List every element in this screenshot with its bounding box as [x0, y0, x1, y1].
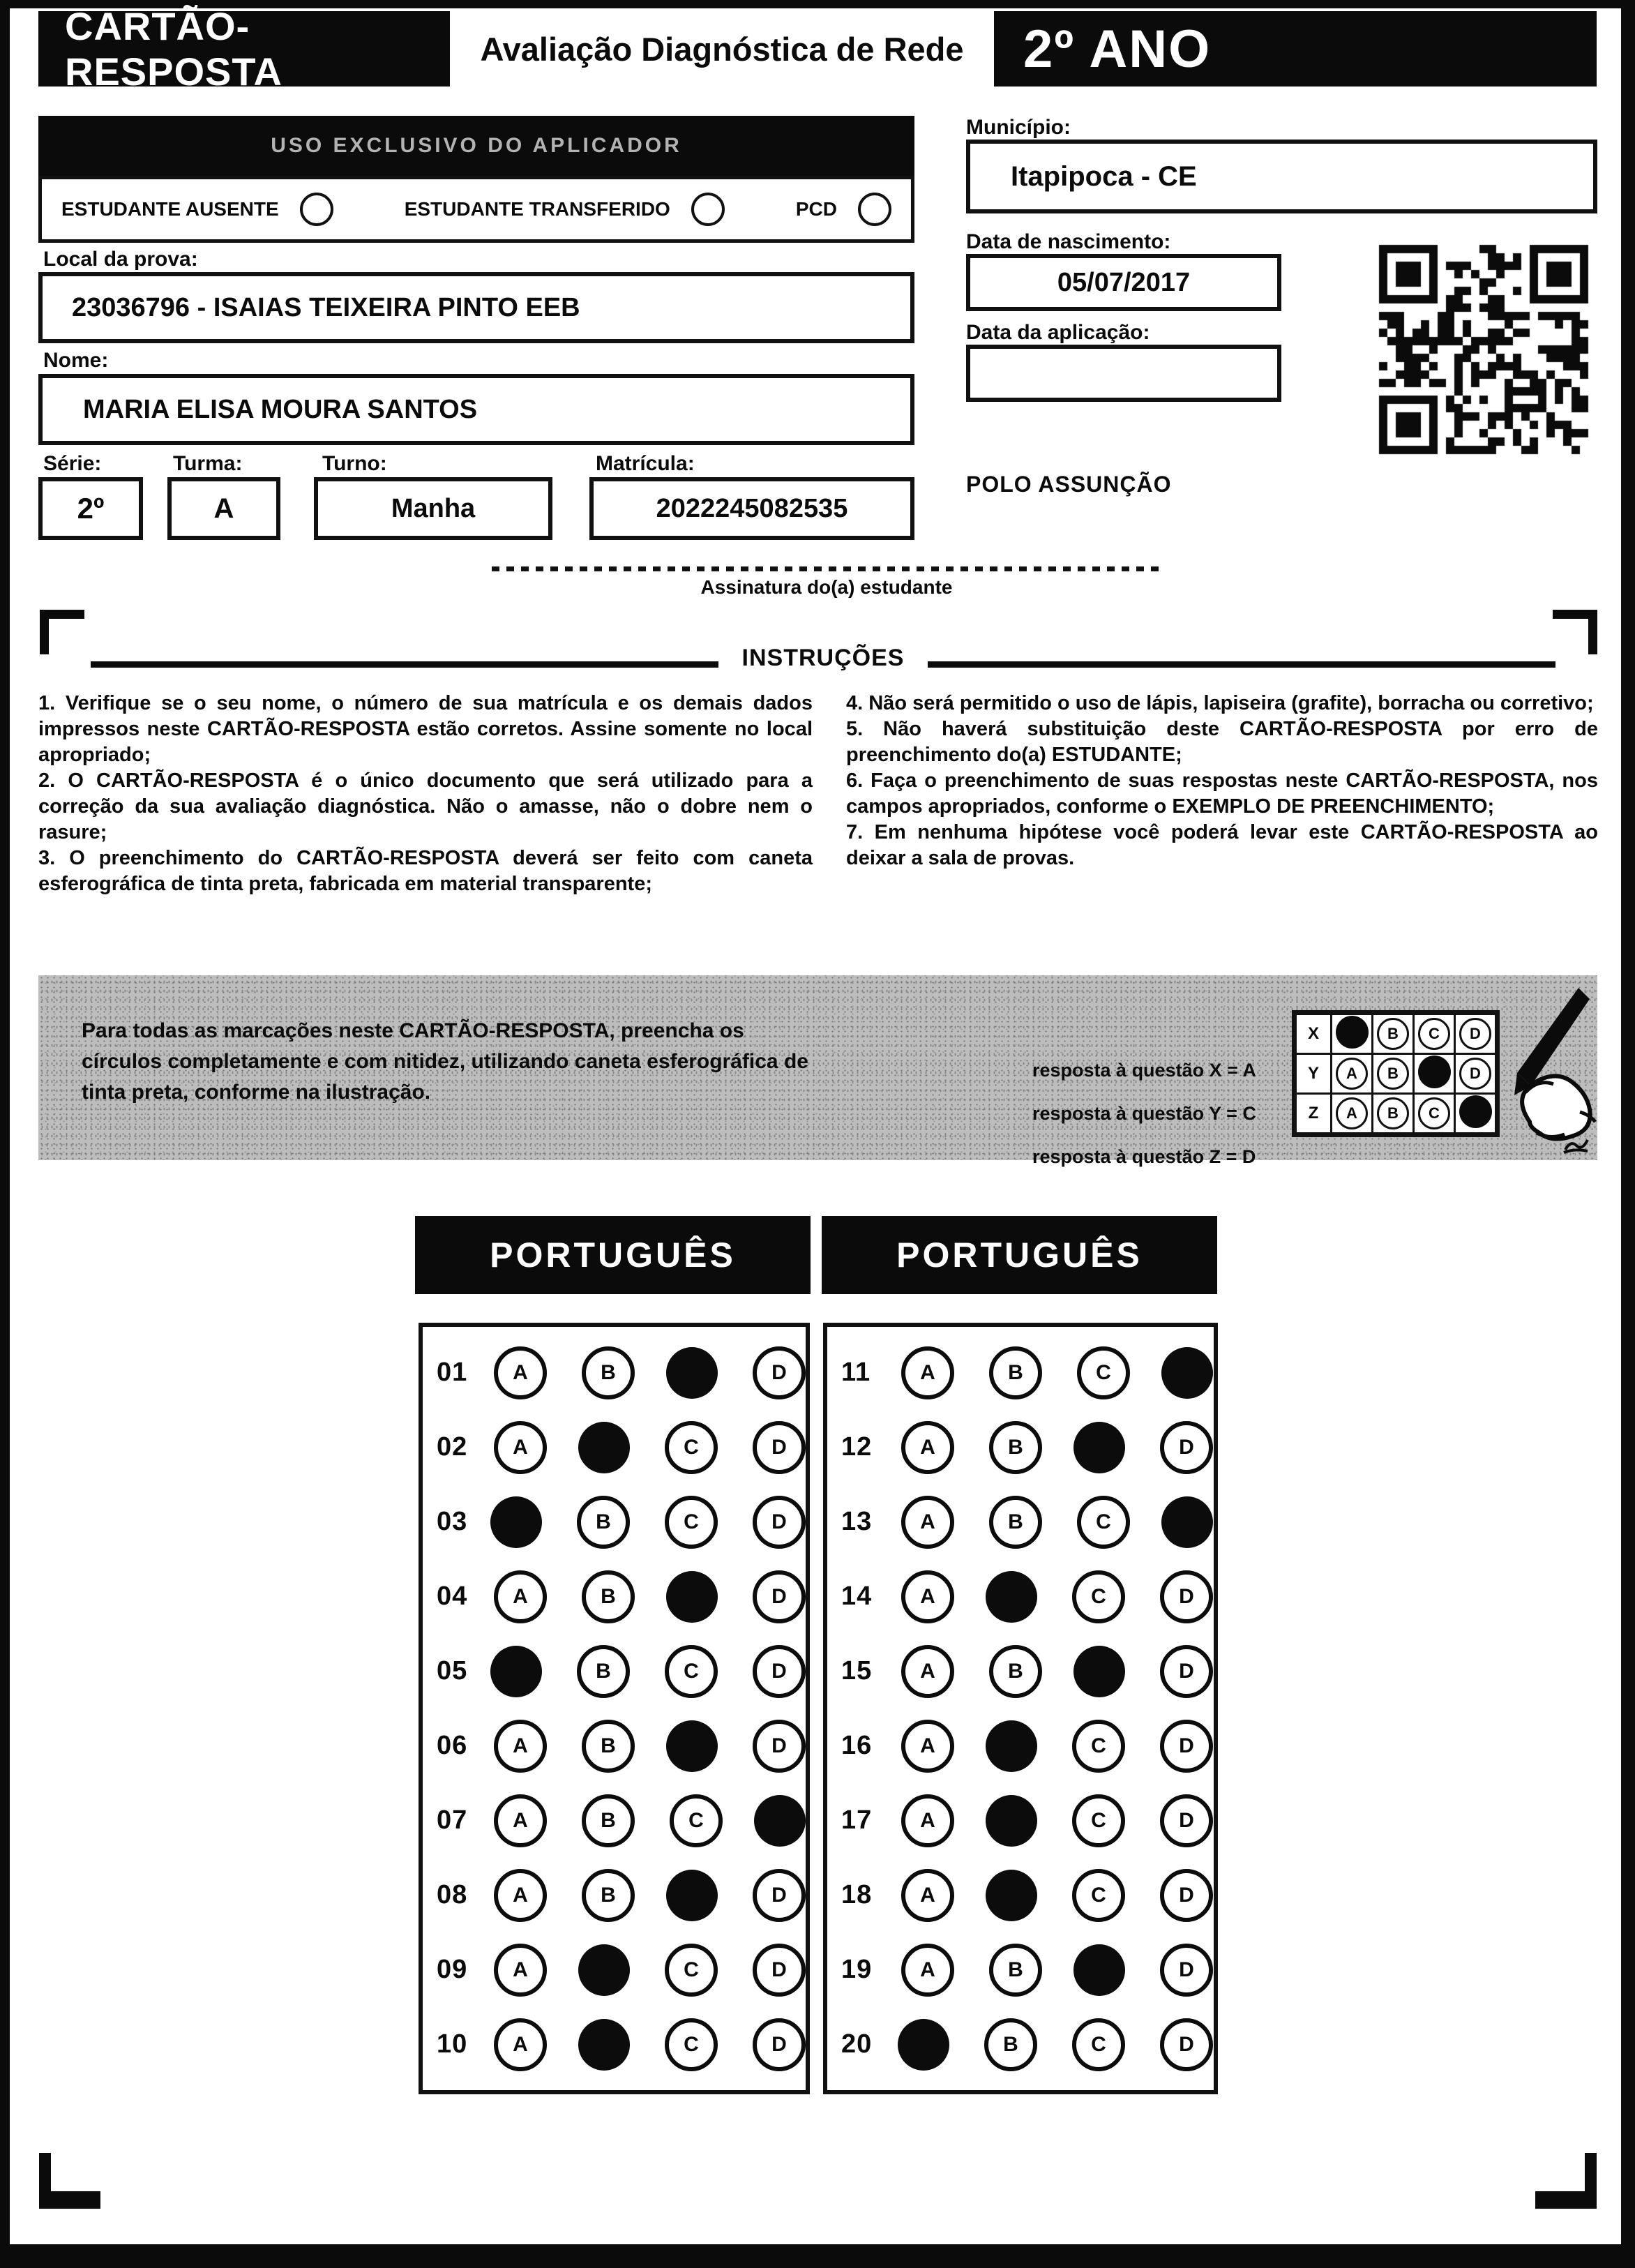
question-row-07 [423, 1783, 806, 1858]
answer-bubble-02-D[interactable]: D [753, 1421, 806, 1474]
question-row-05 [423, 1634, 806, 1708]
answer-bubble-17-A[interactable]: A [901, 1794, 954, 1847]
text-line: 2. O CARTÃO-RESPOSTA é o único documento que será utilizado para a correção da sua avaliação diagnóstica. Não o amasse, não o dobre nem o rasure; [38, 769, 813, 843]
question-number: 05 [437, 1656, 468, 1685]
answer-bubble-03-C[interactable]: C [665, 1496, 718, 1549]
example-bubble-Z-B: B [1377, 1097, 1409, 1129]
answer-bubble-13-A[interactable]: A [901, 1496, 954, 1549]
answer-bubble-03-A-filled[interactable] [490, 1496, 542, 1548]
nome-label: Nome: [43, 349, 109, 372]
question-row-12 [827, 1410, 1214, 1485]
answer-bubble-19-B[interactable]: B [989, 1944, 1042, 1997]
answer-bubble-05-C[interactable]: C [665, 1645, 718, 1698]
answer-bubble-15-D[interactable]: D [1160, 1645, 1213, 1698]
subject-title: PORTUGUÊS [490, 1236, 736, 1275]
answer-grid-questions-01-10 [419, 1323, 810, 2094]
answer-bubble-01-B[interactable]: B [582, 1346, 635, 1399]
serie-value: 2º [77, 492, 105, 525]
subject-header-left [415, 1216, 811, 1294]
answer-bubble-18-D[interactable]: D [1160, 1869, 1213, 1922]
example-cell [1373, 1013, 1414, 1054]
aplicador-bar-label: USO EXCLUSIVO DO APLICADOR [271, 134, 682, 157]
nascimento-label: Data de nascimento: [966, 230, 1171, 253]
serie-label: Série: [43, 452, 102, 475]
answer-bubble-06-D[interactable]: D [753, 1720, 806, 1773]
question-number: 09 [437, 1955, 468, 1984]
answer-bubble-20-A-filled[interactable] [898, 2019, 949, 2071]
answer-bubble-01-D[interactable]: D [753, 1346, 806, 1399]
answer-bubble-20-B[interactable]: B [984, 2018, 1037, 2071]
answer-bubble-18-C[interactable]: C [1072, 1869, 1125, 1922]
answer-bubble-15-C-filled[interactable] [1073, 1646, 1125, 1697]
question-row-01 [423, 1335, 806, 1410]
question-number: 03 [437, 1507, 468, 1536]
answer-bubble-06-A[interactable]: A [494, 1720, 547, 1773]
instructions-column-left [38, 691, 813, 897]
aplicador-option-3 [796, 193, 891, 226]
text-line: 4. Não será permitido o uso de lápis, lapiseira (grafite), borracha ou corretivo; [846, 692, 1594, 714]
answer-bubble-05-A-filled[interactable] [490, 1646, 542, 1697]
example-cell [1332, 1054, 1373, 1094]
answer-bubble-09-C[interactable]: C [665, 1944, 718, 1997]
answer-bubble-13-C[interactable]: C [1077, 1496, 1130, 1549]
instructions-rule-left [91, 661, 718, 668]
answer-bubble-14-C[interactable]: C [1072, 1570, 1125, 1623]
matricula-label: Matrícula: [596, 452, 695, 475]
example-legend [1032, 1039, 1256, 1188]
bracket-top-left [40, 610, 49, 654]
question-row-20 [827, 2007, 1214, 2082]
example-bubble-X-C: C [1418, 1018, 1450, 1050]
question-row-03 [423, 1485, 806, 1559]
question-number: 08 [437, 1880, 468, 1909]
answer-bubble-02-C[interactable]: C [665, 1421, 718, 1474]
example-bubble-Z-C: C [1418, 1097, 1450, 1129]
answer-grid-questions-11-20 [823, 1323, 1218, 2094]
question-number: 04 [437, 1582, 468, 1611]
question-number: 18 [841, 1880, 873, 1909]
aplicador-option-label: ESTUDANTE AUSENTE [61, 198, 279, 220]
local-value: 23036796 - ISAIAS TEIXEIRA PINTO EEB [72, 292, 580, 322]
turno-label: Turno: [322, 452, 387, 475]
aplicacao-field[interactable] [966, 345, 1281, 402]
answer-bubble-04-B[interactable]: B [582, 1570, 635, 1623]
instructions-title: INSTRUÇÕES [741, 645, 905, 671]
scribble-mark-icon [1562, 1134, 1590, 1155]
answer-bubble-10-B-filled[interactable] [578, 2019, 630, 2071]
answer-bubble-05-B[interactable]: B [577, 1645, 630, 1698]
answer-bubble-08-D[interactable]: D [753, 1869, 806, 1922]
aplicador-options-box [38, 176, 914, 243]
text-line: 6. Faça o preenchimento de suas respostas neste CARTÃO-RESPOSTA, nos campos apropriados, conforme o EXEMPLO DE PREENCHIMENTO; [846, 769, 1598, 818]
answer-bubble-09-A[interactable]: A [494, 1944, 547, 1997]
example-band [38, 975, 1597, 1167]
nascimento-value: 05/07/2017 [1057, 267, 1191, 297]
assessment-title: Avaliação Diagnóstica de Rede [450, 11, 994, 87]
example-row-label: Z [1295, 1094, 1332, 1135]
question-row-08 [423, 1858, 806, 1932]
answer-bubble-06-C-filled[interactable] [666, 1720, 718, 1772]
text-line: resposta à questão X = A [1032, 1060, 1256, 1081]
example-text: Para todas as marcações neste CARTÃO-RESPOSTA, preencha os círculos completamente e com nitidez, utilizando caneta esferográfica de tinta preta, conforme na ilustração. [82, 1019, 808, 1104]
answer-bubble-10-D[interactable]: D [753, 2018, 806, 2071]
answer-bubble-15-B[interactable]: B [989, 1645, 1042, 1698]
example-cell [1332, 1094, 1373, 1135]
question-row-04 [423, 1559, 806, 1634]
question-number: 10 [437, 2029, 468, 2059]
answer-bubble-20-D[interactable]: D [1160, 2018, 1213, 2071]
answer-bubble-19-D[interactable]: D [1160, 1944, 1213, 1997]
hand-with-pen-icon [1447, 975, 1597, 1157]
bracket-top-right [1588, 610, 1597, 654]
question-row-06 [423, 1708, 806, 1783]
page-title: CARTÃO-RESPOSTA [65, 4, 282, 93]
question-row-13 [827, 1485, 1214, 1559]
text-line: 1. Verifique se o seu nome, o número de sua matrícula e os demais dados impressos neste CARTÃO-RESPOSTA estão corretos. Assine somente no local apropriado; [38, 692, 813, 766]
turma-label: Turma: [173, 452, 243, 475]
question-row-09 [423, 1932, 806, 2007]
answer-bubble-18-B-filled[interactable] [986, 1870, 1037, 1921]
question-row-10 [423, 2007, 806, 2082]
question-row-02 [423, 1410, 806, 1485]
text-line: 5. Não haverá substituição deste CARTÃO-RESPOSTA por erro de preenchimento do(a) ESTUDANTE; [846, 718, 1598, 766]
answer-bubble-08-B[interactable]: B [582, 1869, 635, 1922]
municipio-field [966, 140, 1597, 213]
aplicador-option-2 [405, 193, 725, 226]
signature-label: Assinatura do(a) estudante [700, 576, 953, 598]
answer-bubble-14-B-filled[interactable] [986, 1571, 1037, 1623]
answer-bubble-12-C-filled[interactable] [1073, 1422, 1125, 1473]
frame-left [0, 0, 10, 2268]
question-number: 14 [841, 1582, 873, 1611]
aplicador-option-label: ESTUDANTE TRANSFERIDO [404, 198, 670, 220]
polo-label: POLO ASSUNÇÃO [966, 472, 1172, 497]
question-number: 19 [841, 1955, 873, 1984]
turma-field [167, 477, 280, 540]
question-number: 06 [437, 1731, 468, 1760]
example-cell [1332, 1013, 1373, 1054]
question-row-14 [827, 1559, 1214, 1634]
example-bubble-Y-B: B [1377, 1058, 1409, 1090]
question-number: 16 [841, 1731, 873, 1760]
answer-bubble-16-B-filled[interactable] [986, 1720, 1037, 1772]
instructions-column-right [846, 691, 1598, 871]
example-cell [1373, 1054, 1414, 1094]
question-row-15 [827, 1634, 1214, 1708]
question-number: 01 [437, 1358, 468, 1387]
answer-bubble-19-A[interactable]: A [901, 1944, 954, 1997]
answer-bubble-11-C[interactable]: C [1077, 1346, 1130, 1399]
answer-bubble-08-A[interactable]: A [494, 1869, 547, 1922]
aplicador-option-1 [61, 193, 333, 226]
nascimento-field [966, 254, 1281, 311]
example-bubble-Y-C-filled [1418, 1056, 1451, 1088]
answer-bubble-14-A[interactable]: A [901, 1570, 954, 1623]
answer-bubble-17-D[interactable]: D [1160, 1794, 1213, 1847]
answer-bubble-08-C-filled[interactable] [666, 1870, 718, 1921]
answer-bubble-02-A[interactable]: A [494, 1421, 547, 1474]
aplicador-bar [38, 116, 914, 176]
local-field [38, 272, 914, 343]
text-line: resposta à questão Y = C [1032, 1103, 1256, 1124]
answer-bubble-12-B[interactable]: B [989, 1421, 1042, 1474]
aplicador-option-label: PCD [795, 198, 837, 220]
question-row-19 [827, 1932, 1214, 2007]
answer-bubble-18-A[interactable]: A [901, 1869, 954, 1922]
text-line: 3. O preenchimento do CARTÃO-RESPOSTA deverá ser feito com caneta esferográfica de tinta preta, fabricada em material transparente; [38, 847, 813, 895]
answer-bubble-04-C-filled[interactable] [666, 1571, 718, 1623]
answer-bubble-12-D[interactable]: D [1160, 1421, 1213, 1474]
answer-bubble-15-A[interactable]: A [901, 1645, 954, 1698]
answer-bubble-07-B[interactable]: B [582, 1794, 635, 1847]
answer-bubble-03-B[interactable]: B [577, 1496, 630, 1549]
example-row-label: X [1295, 1013, 1332, 1054]
bracket-bottom-left [39, 2191, 100, 2209]
answer-bubble-20-C[interactable]: C [1072, 2018, 1125, 2071]
turno-field [314, 477, 552, 540]
answer-bubble-07-D-filled[interactable] [754, 1795, 806, 1847]
answer-bubble-05-D[interactable]: D [753, 1645, 806, 1698]
qr-code [1373, 239, 1595, 460]
text-line: 7. Em nenhuma hipótese você poderá levar este CARTÃO-RESPOSTA ao deixar a sala de provas. [846, 821, 1598, 869]
answer-bubble-17-B-filled[interactable] [986, 1795, 1037, 1847]
question-row-17 [827, 1783, 1214, 1858]
answer-bubble-02-B-filled[interactable] [578, 1422, 630, 1473]
serie-field [38, 477, 143, 540]
answer-bubble-11-B[interactable]: B [989, 1346, 1042, 1399]
nome-field [38, 374, 914, 445]
signature-line[interactable] [492, 566, 1161, 571]
answer-bubble-17-C[interactable]: C [1072, 1794, 1125, 1847]
example-bubble-Y-A: A [1336, 1058, 1368, 1090]
answer-bubble-07-C[interactable]: C [670, 1794, 723, 1847]
answer-bubble-11-A[interactable]: A [901, 1346, 954, 1399]
frame-right [1621, 0, 1635, 2268]
question-number: 17 [841, 1805, 873, 1835]
header-bar [38, 4, 1597, 93]
answer-bubble-09-B-filled[interactable] [578, 1944, 630, 1996]
bracket-bottom-right [1535, 2191, 1597, 2209]
answer-bubble-13-D-filled[interactable] [1161, 1496, 1213, 1548]
example-bubble-X-A-filled [1336, 1016, 1369, 1049]
answer-bubble-03-D[interactable]: D [753, 1496, 806, 1549]
turma-value: A [213, 493, 234, 524]
nome-value: MARIA ELISA MOURA SANTOS [83, 394, 478, 424]
municipio-value: Itapipoca - CE [1011, 160, 1197, 192]
aplicador-option-bubble[interactable] [858, 193, 891, 226]
answer-bubble-19-C-filled[interactable] [1073, 1944, 1125, 1996]
answer-bubble-13-B[interactable]: B [989, 1496, 1042, 1549]
answer-bubble-12-A[interactable]: A [901, 1421, 954, 1474]
answer-bubble-14-D[interactable]: D [1160, 1570, 1213, 1623]
answer-bubble-16-C[interactable]: C [1072, 1720, 1125, 1773]
answer-bubble-11-D-filled[interactable] [1161, 1347, 1213, 1399]
question-number: 20 [841, 2029, 873, 2059]
question-number: 13 [841, 1507, 873, 1536]
aplicador-option-bubble[interactable] [300, 193, 333, 226]
question-row-11 [827, 1335, 1214, 1410]
answer-bubble-04-D[interactable]: D [753, 1570, 806, 1623]
municipio-label: Município: [966, 116, 1071, 139]
aplicador-option-bubble[interactable] [691, 193, 725, 226]
example-row-label: Y [1295, 1054, 1332, 1094]
answer-bubble-01-A[interactable]: A [494, 1346, 547, 1399]
matricula-value: 2022245082535 [656, 493, 848, 523]
question-number: 02 [437, 1432, 468, 1462]
example-bubble-Z-A: A [1336, 1097, 1368, 1129]
answer-bubble-09-D[interactable]: D [753, 1944, 806, 1997]
example-bubble-Y-D: D [1459, 1058, 1491, 1090]
question-row-18 [827, 1858, 1214, 1932]
frame-bottom [0, 2244, 1635, 2268]
grade-label: 2º ANO [1023, 19, 1212, 79]
matricula-field [589, 477, 914, 540]
answer-bubble-01-C-filled[interactable] [666, 1347, 718, 1399]
instructions-rule-right [928, 661, 1555, 668]
answer-bubble-16-A[interactable]: A [901, 1720, 954, 1773]
answer-bubble-10-A[interactable]: A [494, 2018, 547, 2071]
text-line: resposta à questão Z = D [1032, 1146, 1256, 1167]
answer-bubble-04-A[interactable]: A [494, 1570, 547, 1623]
question-row-16 [827, 1708, 1214, 1783]
subject-header-right [822, 1216, 1217, 1294]
aplicacao-label: Data da aplicação: [966, 321, 1150, 344]
question-number: 11 [841, 1358, 871, 1387]
example-cell [1373, 1094, 1414, 1135]
local-label: Local da prova: [43, 248, 198, 271]
turno-value: Manha [391, 493, 476, 523]
answer-bubble-16-D[interactable]: D [1160, 1720, 1213, 1773]
question-number: 07 [437, 1805, 468, 1835]
subject-title: PORTUGUÊS [896, 1236, 1143, 1275]
answer-bubble-07-A[interactable]: A [494, 1794, 547, 1847]
answer-bubble-06-B[interactable]: B [582, 1720, 635, 1773]
question-number: 15 [841, 1656, 873, 1685]
example-bubble-X-D: D [1459, 1018, 1491, 1050]
answer-bubble-10-C[interactable]: C [665, 2018, 718, 2071]
example-bubble-X-B: B [1377, 1018, 1409, 1050]
question-number: 12 [841, 1432, 873, 1462]
